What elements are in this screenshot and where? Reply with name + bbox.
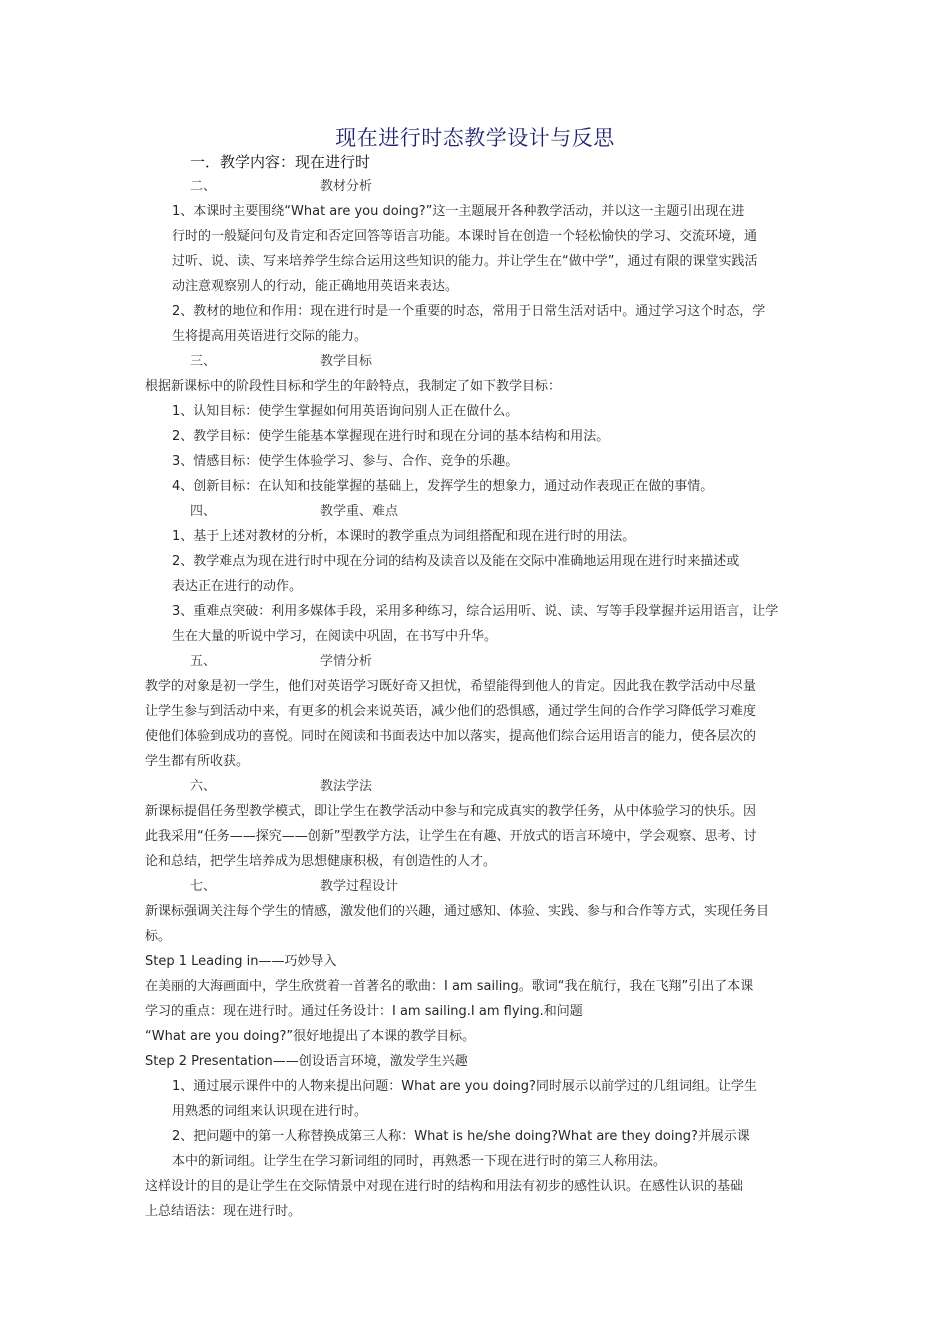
paragraph-line: “What are you doing?”很好地提出了本课的教学目标。 (145, 1029, 476, 1044)
paragraph-line: 2、教材的地位和作用：现在进行时是一个重要的时态，常用于日常生活对话中。通过学习这个时态，学 (172, 304, 766, 319)
document-title: 现在进行时态教学设计与反思 (335, 126, 615, 150)
paragraph-line: 1、通过展示课件中的人物来提出问题：What are you doing?同时展示以前学过的几组词组。让学生 (172, 1079, 757, 1094)
section-name: 教学重、难点 (320, 504, 399, 519)
section-heading (190, 774, 372, 799)
paragraph-line: 使他们体验到成功的喜悦。同时在阅读和书面表达中加以落实，提高他们综合运用语言的能力，使各层次的 (145, 729, 757, 744)
paragraph-line: 学生都有所收获。 (145, 754, 250, 769)
section-name: 教材分析 (320, 179, 373, 194)
paragraph-line: 此我采用“任务——探究——创新”型教学方法，让学生在有趣、开放式的语言环境中，学会观察、思考、讨 (145, 829, 757, 844)
paragraph-line: 这样设计的目的是让学生在交际情景中对现在进行时的结构和用法有初步的感性认识。在感性认识的基础 (145, 1179, 744, 1194)
paragraph-line: 学习的重点：现在进行时。通过任务设计：I am sailing.I am flying.和问题 (145, 1004, 583, 1019)
step-heading: Step 2 Presentation——创设语言环境，激发学生兴趣 (145, 1054, 468, 1069)
paragraph-line: 2、教学难点为现在进行时中现在分词的结构及读音以及能在交际中准确地运用现在进行时来描述或 (172, 554, 740, 569)
paragraph-line: 生将提高用英语进行交际的能力。 (172, 329, 368, 344)
paragraph-line: 表达正在进行的动作。 (172, 579, 303, 594)
paragraph-line: 4、创新目标：在认知和技能掌握的基础上，发挥学生的想象力，通过动作表现正在做的事情。 (172, 479, 714, 494)
step-heading: Step 1 Leading in——巧妙导入 (145, 954, 337, 969)
paragraph-line: 过听、说、读、写来培养学生综合运用这些知识的能力。并让学生在“做中学”，通过有限的课堂实践活 (172, 254, 758, 269)
paragraph-line: 生在大量的听说中学习，在阅读中巩固，在书写中升华。 (172, 629, 498, 644)
paragraph-line: 2、教学目标：使学生能基本掌握现在进行时和现在分词的基本结构和用法。 (172, 429, 610, 444)
paragraph-line: 用熟悉的词组来认识现在进行时。 (172, 1104, 368, 1119)
paragraph-line: 1、基于上述对教材的分析，本课时的教学重点为词组搭配和现在进行时的用法。 (172, 529, 636, 544)
section-heading (190, 349, 372, 374)
paragraph-line: 本中的新词组。让学生在学习新词组的同时，再熟悉一下现在进行时的第三人称用法。 (172, 1154, 667, 1169)
section-name: 学情分析 (320, 654, 373, 669)
paragraph-line: 行时的一般疑问句及肯定和否定回答等语言功能。本课时旨在创造一个轻松愉快的学习、交流环境，通 (172, 229, 758, 244)
section-name: 教学过程设计 (320, 879, 399, 894)
paragraph-line: 动注意观察别人的行动，能正确地用英语来表达。 (172, 279, 459, 294)
paragraph-line: 2、把问题中的第一人称替换成第三人称：What is he/she doing?What are they doing?并展示课 (172, 1129, 750, 1144)
paragraph-line: 3、情感目标：使学生体验学习、参与、合作、竞争的乐趣。 (172, 454, 519, 469)
section-name: 教学目标 (320, 354, 373, 369)
paragraph-line: 上总结语法：现在进行时。 (145, 1204, 302, 1219)
paragraph-line: 1、本课时主要围绕“What are you doing?”这一主题展开各种教学活动，并以这一主题引出现在进 (172, 204, 745, 219)
paragraph-line: 标。 (145, 929, 172, 944)
section-number: 六、 (190, 779, 217, 794)
section-number: 三、 (190, 354, 217, 369)
paragraph-line: 3、重难点突破：利用多媒体手段，采用多种练习，综合运用听、说、读、写等手段掌握并运用语言，让学 (172, 604, 779, 619)
section-number: 七、 (190, 879, 217, 894)
section-heading (190, 499, 398, 524)
paragraph-line: 教学的对象是初一学生，他们对英语学习既好奇又担忧，希望能得到他人的肯定。因此我在教学活动中尽量 (145, 679, 757, 694)
section-number: 四、 (190, 504, 217, 519)
teaching-content-heading: 一．教学内容：现在进行时 (190, 153, 371, 171)
paragraph-line: 新课标提倡任务型教学模式，即让学生在教学活动中参与和完成真实的教学任务，从中体验学习的快乐。因 (145, 804, 757, 819)
paragraph-line: 论和总结，把学生培养成为思想健康积极，有创造性的人才。 (145, 854, 497, 869)
paragraph-line: 1、认知目标：使学生掌握如何用英语询问别人正在做什么。 (172, 404, 519, 419)
section-number: 二、 (190, 179, 217, 194)
paragraph-line: 让学生参与到活动中来，有更多的机会来说英语，减少他们的恐惧感，通过学生间的合作学习降低学习难度 (145, 704, 757, 719)
paragraph-line: 在美丽的大海画面中，学生欣赏着一首著名的歌曲：I am sailing。歌词“我在航行，我在飞翔”引出了本课 (145, 979, 754, 994)
paragraph-line: 根据新课标中的阶段性目标和学生的年龄特点，我制定了如下教学目标： (145, 379, 562, 394)
section-heading (190, 649, 372, 674)
section-name: 教法学法 (320, 779, 373, 794)
section-heading (190, 174, 372, 199)
section-number: 五、 (190, 654, 217, 669)
paragraph-line: 新课标强调关注每个学生的情感，激发他们的兴趣，通过感知、体验、实践、参与和合作等方式，实现任务目 (145, 904, 770, 919)
section-heading (190, 874, 398, 899)
